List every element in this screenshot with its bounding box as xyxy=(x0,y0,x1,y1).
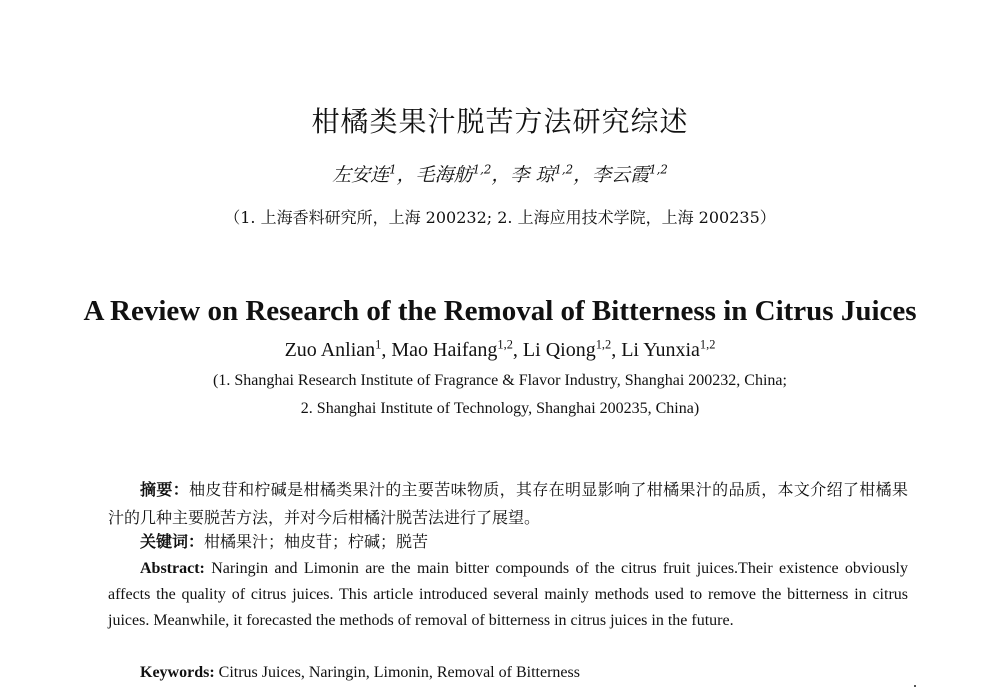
author-affiliation-mark: 1,2 xyxy=(699,337,716,352)
chinese-title: 柑橘类果汁脱苦方法研究综述 xyxy=(311,105,689,138)
english-author: Zuo Anlian xyxy=(284,339,376,361)
author-affiliation-mark: 1,2 xyxy=(497,337,513,352)
author-affiliation-mark: 1,2 xyxy=(595,337,612,352)
author-separator: , xyxy=(512,339,523,361)
author-affiliation-mark: 1,2 xyxy=(554,162,574,177)
chinese-affiliations: （1. 上海香料研究所，上海 200232; 2. 上海应用技术学院，上海 200235） xyxy=(224,208,776,227)
author-affiliation-mark: 1 xyxy=(375,337,382,352)
chinese-keywords xyxy=(108,530,908,554)
english-abstract-text: Naringin and Limonin are the main bitter compounds of the citrus fruit juices.Their existence obviously affects the quality of citrus juices. This article introduced several mainly methods used to remove the bitterness in citrus juices. Meanwhile, it forecasted the methods of removal of bitterness in citrus juices in the future. xyxy=(108,560,908,629)
english-author: Li Yunxia xyxy=(621,339,700,361)
english-keywords-label: Keywords: xyxy=(140,664,215,681)
english-author-list xyxy=(0,339,1000,362)
chinese-keywords-text: 柑橘果汁；柚皮苷；柠碱；脱苦 xyxy=(204,532,429,551)
english-title: A Review on Research of the Removal of Bitterness in Citrus Juices xyxy=(83,295,917,327)
english-author: Mao Haifang xyxy=(391,339,498,361)
english-keywords xyxy=(108,661,908,685)
chinese-author: 李云霞 xyxy=(592,164,650,186)
author-affiliation-mark: 1,2 xyxy=(649,162,668,177)
scan-speck xyxy=(914,685,916,687)
author-affiliation-mark: 1 xyxy=(389,162,397,177)
chinese-author-list xyxy=(0,160,1000,187)
english-abstract xyxy=(108,556,908,634)
chinese-author: 毛海舫 xyxy=(415,164,473,186)
english-abstract-label: Abstract: xyxy=(140,560,205,577)
english-keywords-text: Citrus Juices, Naringin, Limonin, Removal of Bitterness xyxy=(214,664,580,681)
author-separator: ， xyxy=(491,164,511,186)
chinese-author: 李 琼 xyxy=(510,164,555,186)
chinese-keywords-label: 关键词： xyxy=(140,532,205,551)
english-author: Li Qiong xyxy=(522,339,596,361)
author-separator: , xyxy=(611,339,622,361)
chinese-author: 左安连 xyxy=(332,164,390,186)
chinese-abstract xyxy=(108,476,908,532)
english-affiliation-2: 2. Shanghai Institute of Technology, Shanghai 200235, China) xyxy=(300,400,700,417)
author-separator: ， xyxy=(573,164,593,186)
author-affiliation-mark: 1,2 xyxy=(472,162,492,177)
chinese-abstract-text: 柚皮苷和柠碱是柑橘类果汁的主要苦味物质，其存在明显影响了柑橘果汁的品质，本文介绍了柑橘果汁的几种主要脱苦方法，并对今后柑橘汁脱苦法进行了展望。 xyxy=(108,480,908,527)
author-separator: ， xyxy=(396,164,416,186)
author-separator: , xyxy=(381,339,392,361)
english-affiliation-1: (1. Shanghai Research Institute of Fragrance & Flavor Industry, Shanghai 200232, China; xyxy=(213,372,787,389)
chinese-abstract-label: 摘要： xyxy=(140,480,190,499)
